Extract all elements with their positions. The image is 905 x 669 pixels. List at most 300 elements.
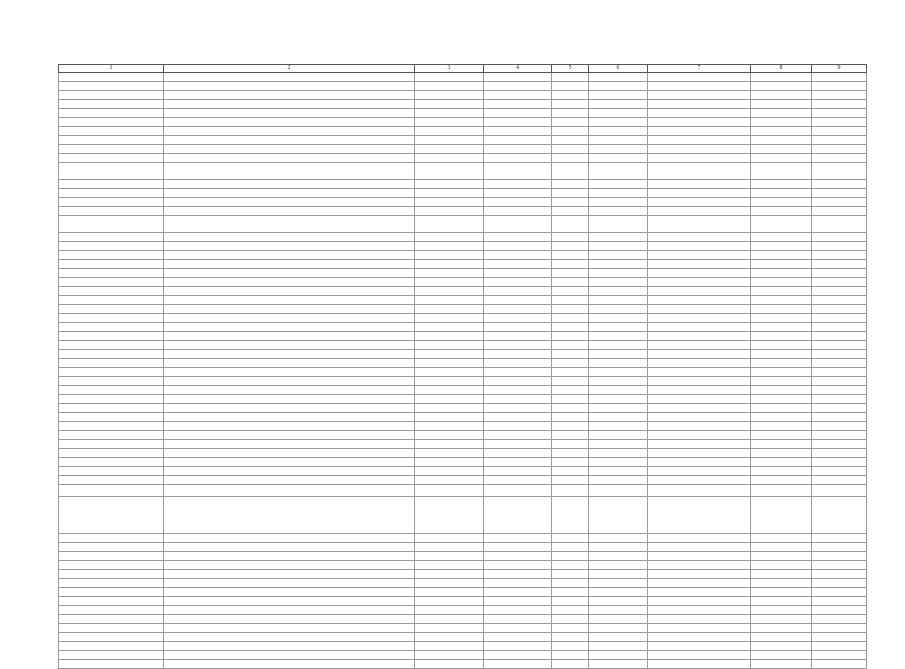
column-8-cell (751, 233, 812, 242)
column-6-cell (589, 476, 648, 485)
column-7-cell (648, 145, 751, 154)
table-row (59, 431, 867, 440)
column-9-cell (812, 597, 867, 606)
column-4-cell (484, 561, 552, 570)
row-index-cell (59, 251, 164, 260)
object-name-cell (164, 251, 415, 260)
column-8-cell (751, 251, 812, 260)
column-5-cell (552, 314, 589, 323)
column-4-cell (484, 350, 552, 359)
column-4-cell (484, 73, 552, 82)
table-row (59, 233, 867, 242)
column-9-cell (812, 296, 867, 305)
column-8-cell (751, 278, 812, 287)
column-9-cell (812, 109, 867, 118)
table-row (59, 136, 867, 145)
column-5-cell (552, 163, 589, 180)
column-9-cell (812, 251, 867, 260)
column-6-cell (589, 404, 648, 413)
column-7-cell (648, 163, 751, 180)
table-row (59, 287, 867, 296)
row-index-cell (59, 233, 164, 242)
column-7-cell (648, 552, 751, 561)
row-index-cell (59, 642, 164, 651)
row-index-cell (59, 198, 164, 207)
column-4-cell (484, 163, 552, 180)
column-4-cell (484, 552, 552, 561)
column-7-cell (648, 154, 751, 163)
column-5-cell (552, 606, 589, 615)
object-name-cell (164, 127, 415, 136)
object-name-cell (164, 82, 415, 91)
column-8-cell (751, 660, 812, 669)
row-index-cell (59, 431, 164, 440)
column-4-cell (484, 651, 552, 660)
object-name-cell (164, 233, 415, 242)
column-9-cell (812, 91, 867, 100)
column-4-cell (484, 154, 552, 163)
column-7-cell (648, 633, 751, 642)
column-9-cell (812, 651, 867, 660)
table-row (59, 579, 867, 588)
row-index-cell (59, 368, 164, 377)
row-index-cell (59, 296, 164, 305)
column-6-cell (589, 296, 648, 305)
column-7-cell (648, 233, 751, 242)
column-7-cell (648, 597, 751, 606)
object-name-cell (164, 395, 415, 404)
row-index-cell (59, 136, 164, 145)
column-7-cell (648, 260, 751, 269)
status-cell (415, 588, 484, 597)
row-index-cell (59, 269, 164, 278)
column-5-cell (552, 660, 589, 669)
column-8-cell (751, 570, 812, 579)
column-8-cell (751, 449, 812, 458)
column-7-cell (648, 404, 751, 413)
column-7-cell (648, 440, 751, 449)
column-9-cell (812, 624, 867, 633)
column-9-cell (812, 579, 867, 588)
row-index-cell (59, 359, 164, 368)
column-5-cell (552, 543, 589, 552)
status-cell (415, 552, 484, 561)
column-4-cell (484, 624, 552, 633)
object-name-cell (164, 570, 415, 579)
column-9-cell (812, 543, 867, 552)
column-9-cell (812, 413, 867, 422)
column-8-cell (751, 145, 812, 154)
column-5-cell (552, 260, 589, 269)
object-name-cell (164, 260, 415, 269)
column-6-cell (589, 449, 648, 458)
column-6-cell (589, 180, 648, 189)
column-5-cell (552, 579, 589, 588)
column-8-cell (751, 189, 812, 198)
status-cell (415, 597, 484, 606)
column-9-cell (812, 127, 867, 136)
status-cell (415, 278, 484, 287)
column-5-cell (552, 82, 589, 91)
object-name-cell (164, 136, 415, 145)
column-7-cell (648, 82, 751, 91)
row-index-cell (59, 386, 164, 395)
column-5-cell (552, 449, 589, 458)
table-row (59, 597, 867, 606)
column-8-cell (751, 207, 812, 216)
column-9-cell (812, 476, 867, 485)
column-5-cell (552, 561, 589, 570)
column-5-cell (552, 359, 589, 368)
column-9-cell (812, 395, 867, 404)
table-row (59, 305, 867, 314)
column-8-cell (751, 386, 812, 395)
column-6-cell (589, 332, 648, 341)
status-cell (415, 651, 484, 660)
table-row (59, 314, 867, 323)
column-4-cell (484, 597, 552, 606)
object-name-cell (164, 100, 415, 109)
column-7-cell (648, 651, 751, 660)
column-8-cell (751, 413, 812, 422)
column-5-cell (552, 552, 589, 561)
row-index-cell (59, 341, 164, 350)
column-6-cell (589, 269, 648, 278)
column-8-cell (751, 642, 812, 651)
column-6-cell (589, 154, 648, 163)
object-name-cell (164, 145, 415, 154)
column-9-cell (812, 642, 867, 651)
row-index-cell (59, 624, 164, 633)
column-4-cell (484, 368, 552, 377)
status-cell (415, 359, 484, 368)
column-4-cell (484, 127, 552, 136)
table-row (59, 570, 867, 579)
column-9-cell (812, 180, 867, 189)
status-cell (415, 100, 484, 109)
column-9-cell (812, 660, 867, 669)
column-5-cell (552, 136, 589, 145)
column-7-cell (648, 350, 751, 359)
object-name-cell (164, 579, 415, 588)
table-row (59, 458, 867, 467)
row-index-cell (59, 588, 164, 597)
column-7-cell (648, 467, 751, 476)
column-6-cell (589, 543, 648, 552)
row-index-cell (59, 570, 164, 579)
object-name-cell (164, 323, 415, 332)
column-8-cell (751, 651, 812, 660)
column-5-cell (552, 216, 589, 233)
row-index-cell (59, 242, 164, 251)
column-4-cell (484, 100, 552, 109)
row-index-cell (59, 660, 164, 669)
column-9-cell (812, 305, 867, 314)
row-index-cell (59, 109, 164, 118)
column-4-cell (484, 476, 552, 485)
column-5-cell (552, 476, 589, 485)
row-index-cell (59, 458, 164, 467)
column-4-cell (484, 642, 552, 651)
column-5-cell (552, 534, 589, 543)
column-7-cell (648, 368, 751, 377)
column-4-cell (484, 395, 552, 404)
column-5-cell (552, 127, 589, 136)
column-7-cell (648, 118, 751, 127)
column-7-cell (648, 314, 751, 323)
object-name-cell (164, 597, 415, 606)
column-8-cell (751, 606, 812, 615)
column-7-cell (648, 189, 751, 198)
column-8-cell (751, 296, 812, 305)
column-7-cell (648, 91, 751, 100)
table-row (59, 440, 867, 449)
column-9-cell (812, 431, 867, 440)
row-index-cell (59, 543, 164, 552)
column-4-cell (484, 314, 552, 323)
column-4-cell (484, 305, 552, 314)
column-6-cell (589, 359, 648, 368)
column-5-cell (552, 588, 589, 597)
column-5-cell (552, 118, 589, 127)
object-name-cell (164, 431, 415, 440)
column-6-cell (589, 395, 648, 404)
column-7-cell (648, 579, 751, 588)
row-index-cell (59, 100, 164, 109)
column-5-cell (552, 296, 589, 305)
status-cell (415, 314, 484, 323)
column-7-cell (648, 458, 751, 467)
column-5-cell (552, 233, 589, 242)
header-row (59, 65, 867, 73)
register-table (58, 64, 867, 669)
object-name-cell (164, 534, 415, 543)
column-5-cell (552, 91, 589, 100)
object-name-cell (164, 543, 415, 552)
column-6-cell (589, 100, 648, 109)
column-9-cell (812, 588, 867, 597)
object-name-cell (164, 660, 415, 669)
column-8-cell (751, 314, 812, 323)
column-8-cell (751, 476, 812, 485)
status-cell (415, 377, 484, 386)
table-row (59, 633, 867, 642)
column-8-cell (751, 368, 812, 377)
table-row (59, 476, 867, 485)
column-4-cell (484, 534, 552, 543)
status-cell (415, 260, 484, 269)
object-name-cell (164, 91, 415, 100)
column-8-cell (751, 154, 812, 163)
column-6-cell (589, 260, 648, 269)
column-9-cell (812, 615, 867, 624)
status-cell (415, 543, 484, 552)
column-7-cell (648, 660, 751, 669)
object-name-cell (164, 332, 415, 341)
table-row (59, 485, 867, 497)
column-4-cell (484, 467, 552, 476)
row-index-cell (59, 395, 164, 404)
object-name-cell (164, 341, 415, 350)
column-6-cell (589, 145, 648, 154)
status-cell (415, 395, 484, 404)
status-cell (415, 422, 484, 431)
row-index-cell (59, 314, 164, 323)
row-index-cell (59, 73, 164, 82)
column-5-cell (552, 615, 589, 624)
object-name-cell (164, 633, 415, 642)
table-row (59, 269, 867, 278)
column-8-cell (751, 260, 812, 269)
column-4-cell (484, 109, 552, 118)
column-7-cell (648, 198, 751, 207)
column-8-cell (751, 633, 812, 642)
column-8-cell (751, 100, 812, 109)
column-8-cell (751, 395, 812, 404)
column-6-cell (589, 163, 648, 180)
object-name-cell (164, 118, 415, 127)
column-5-cell (552, 368, 589, 377)
row-index-cell (59, 260, 164, 269)
column-9-cell (812, 269, 867, 278)
register-body (59, 73, 867, 669)
column-7-cell (648, 216, 751, 233)
column-8-cell (751, 323, 812, 332)
column-5-cell (552, 386, 589, 395)
table-row (59, 145, 867, 154)
table-row (59, 615, 867, 624)
column-5-cell (552, 467, 589, 476)
column-5-cell (552, 180, 589, 189)
column-8-cell (751, 269, 812, 278)
column-8-cell (751, 305, 812, 314)
row-index-cell (59, 323, 164, 332)
column-6-cell (589, 251, 648, 260)
column-9-cell (812, 377, 867, 386)
column-7-cell (648, 323, 751, 332)
table-row (59, 91, 867, 100)
status-cell (415, 216, 484, 233)
column-8-cell (751, 118, 812, 127)
table-row (59, 606, 867, 615)
column-6-cell (589, 136, 648, 145)
column-4-cell (484, 269, 552, 278)
column-7-cell (648, 377, 751, 386)
column-7-cell (648, 422, 751, 431)
column-4-cell (484, 431, 552, 440)
column-6-cell (589, 323, 648, 332)
status-cell (415, 73, 484, 82)
column-9-cell (812, 350, 867, 359)
table-row (59, 642, 867, 651)
register-sheet (58, 64, 866, 669)
column-4-cell (484, 341, 552, 350)
column-6-cell (589, 413, 648, 422)
row-index-cell (59, 449, 164, 458)
object-name-cell (164, 449, 415, 458)
column-8-cell (751, 561, 812, 570)
object-name-cell (164, 269, 415, 278)
column-9-cell (812, 260, 867, 269)
column-9-cell (812, 73, 867, 82)
column-7-cell (648, 109, 751, 118)
column-9-cell (812, 497, 867, 534)
table-row (59, 216, 867, 233)
column-header: 9 (812, 65, 867, 73)
column-4-cell (484, 180, 552, 189)
status-cell (415, 485, 484, 497)
column-7-cell (648, 431, 751, 440)
status-cell (415, 233, 484, 242)
status-cell (415, 579, 484, 588)
column-8-cell (751, 359, 812, 368)
column-9-cell (812, 552, 867, 561)
column-6-cell (589, 570, 648, 579)
status-cell (415, 154, 484, 163)
row-index-cell (59, 497, 164, 534)
status-cell (415, 305, 484, 314)
column-header: 8 (751, 65, 812, 73)
column-7-cell (648, 242, 751, 251)
row-index-cell (59, 91, 164, 100)
object-name-cell (164, 109, 415, 118)
column-6-cell (589, 207, 648, 216)
table-row (59, 368, 867, 377)
column-4-cell (484, 458, 552, 467)
status-cell (415, 136, 484, 145)
column-9-cell (812, 422, 867, 431)
object-name-cell (164, 485, 415, 497)
column-5-cell (552, 251, 589, 260)
column-8-cell (751, 73, 812, 82)
row-index-cell (59, 404, 164, 413)
column-9-cell (812, 118, 867, 127)
column-4-cell (484, 386, 552, 395)
object-name-cell (164, 476, 415, 485)
table-row (59, 350, 867, 359)
column-7-cell (648, 588, 751, 597)
row-index-cell (59, 597, 164, 606)
column-8-cell (751, 341, 812, 350)
column-4-cell (484, 377, 552, 386)
object-name-cell (164, 163, 415, 180)
column-6-cell (589, 579, 648, 588)
column-9-cell (812, 278, 867, 287)
object-name-cell (164, 242, 415, 251)
column-6-cell (589, 242, 648, 251)
table-row (59, 651, 867, 660)
column-6-cell (589, 588, 648, 597)
column-7-cell (648, 561, 751, 570)
table-row (59, 278, 867, 287)
object-name-cell (164, 350, 415, 359)
column-7-cell (648, 180, 751, 189)
column-8-cell (751, 136, 812, 145)
column-8-cell (751, 82, 812, 91)
object-name-cell (164, 422, 415, 431)
table-row (59, 251, 867, 260)
column-6-cell (589, 233, 648, 242)
column-8-cell (751, 534, 812, 543)
status-cell (415, 118, 484, 127)
object-name-cell (164, 561, 415, 570)
status-cell (415, 660, 484, 669)
object-name-cell (164, 216, 415, 233)
status-cell (415, 633, 484, 642)
table-row (59, 242, 867, 251)
column-6-cell (589, 82, 648, 91)
object-name-cell (164, 588, 415, 597)
